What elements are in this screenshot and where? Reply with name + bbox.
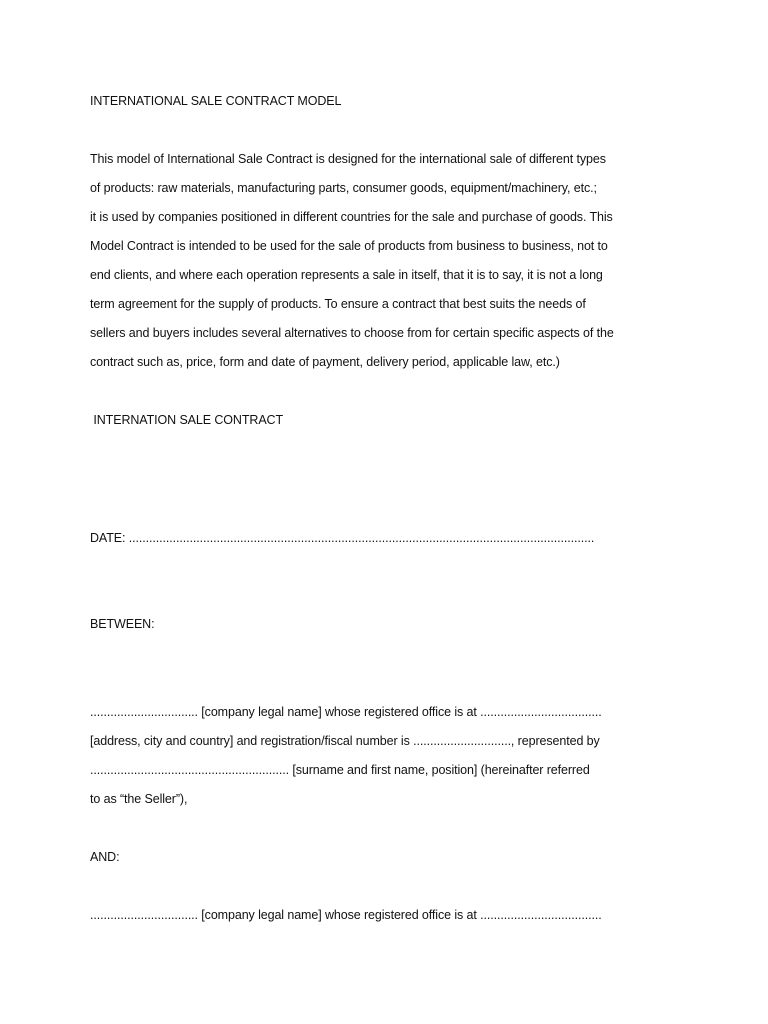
document-title: INTERNATIONAL SALE CONTRACT MODEL <box>90 94 342 108</box>
intro-line: it is used by companies positioned in different countries for the sale and purchase of goods. This <box>90 210 613 224</box>
seller-line: [address, city and country] and registration/fiscal number is ............................., represented by <box>90 734 600 748</box>
buyer-line: ................................ [company legal name] whose registered office is at .................................... <box>90 908 602 922</box>
contract-heading: INTERNATION SALE CONTRACT <box>90 413 284 427</box>
intro-line: term agreement for the supply of products. To ensure a contract that best suits the needs of <box>90 297 586 311</box>
intro-line: This model of International Sale Contract is designed for the international sale of different types <box>90 152 606 166</box>
date-field-line: DATE: .......................................................................................................................................... <box>90 531 595 545</box>
and-label: AND: <box>90 850 120 864</box>
intro-line: end clients, and where each operation represents a sale in itself, that it is to say, it is not a long <box>90 268 603 282</box>
intro-line: Model Contract is intended to be used for the sale of products from business to business, not to <box>90 239 608 253</box>
intro-line: contract such as, price, form and date of payment, delivery period, applicable law, etc.) <box>90 355 560 369</box>
intro-line: of products: raw materials, manufacturing parts, consumer goods, equipment/machinery, etc.; <box>90 181 597 195</box>
between-label: BETWEEN: <box>90 617 155 631</box>
seller-line: to as “the Seller”), <box>90 792 188 806</box>
seller-line: ................................ [company legal name] whose registered office is at .................................... <box>90 705 602 719</box>
intro-line: sellers and buyers includes several alternatives to choose from for certain specific aspects of the <box>90 326 614 340</box>
seller-line: ........................................................... [surname and first name, position] (hereinafter referred <box>90 763 590 777</box>
